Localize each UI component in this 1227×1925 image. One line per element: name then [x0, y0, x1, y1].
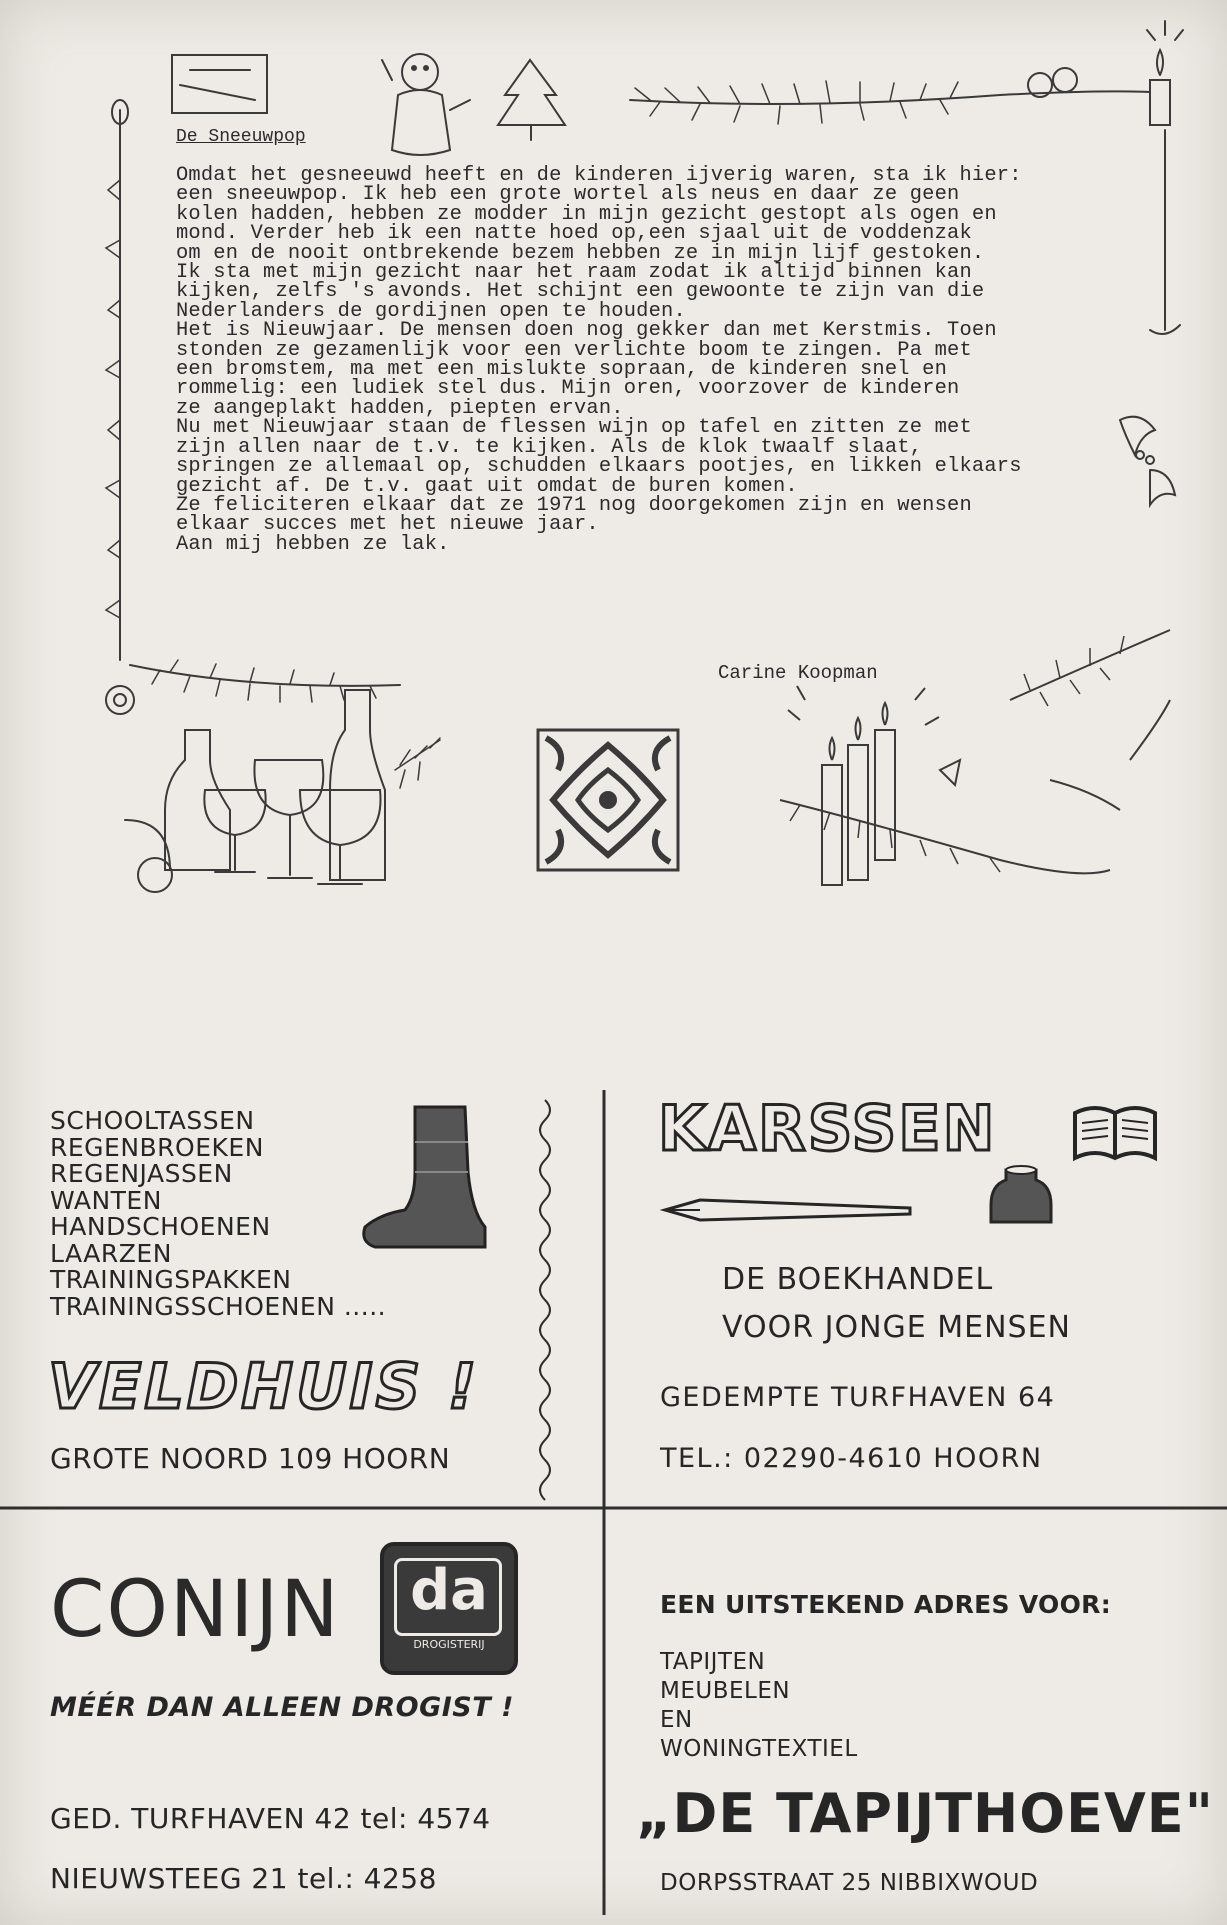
conijn-address-2: NIEUWSTEEG 21 tel.: 4258 — [50, 1862, 437, 1895]
list-item: EN — [660, 1707, 693, 1733]
list-item: HANDSCHOENEN — [50, 1212, 271, 1241]
list-item: WONINGTEXTIEL — [660, 1736, 858, 1762]
list-item: TRAININGSSCHOENEN ..... — [50, 1291, 387, 1321]
da-drogisterij-logo — [380, 1542, 518, 1675]
conijn-logo: CONIJN — [50, 1565, 341, 1655]
da-logo-text: da — [410, 1558, 488, 1623]
list-item: TAPIJTEN — [660, 1649, 766, 1675]
story-body: Omdat het gesneeuwd heeft en de kinderen ijverig waren, sta ik hier: een sneeuwpop. Ik heb een grote wortel als neus en daar ze geen kolen hadden, hebben ze modder in mijn gezicht gestopt als ogen en mond. Verder heb ik een natte hoed op,een sjaal uit de voddenzak om en de nooit ontbrekende bezem hebben ze in mijn lijf gestoken. Ik sta met mijn gezicht naar het raam zodat ik altijd binnen kan kijken, zelfs 's avonds. Het schijnt een gewoonte te zijn van die Nederlanders de gordijnen open te houden. Het is Nieuwjaar. De mensen doen nog gekker dan met Kerstmis. Toen stonden ze gezamenlijk voor een verlichte boom te zingen. Pa met een bromstem, ma met een mislukte sopraan, de kinderen snel en rommelig: een ludiek stel dus. Mijn oren, voorzover de kinderen ze aangeplakt hadden, piepten ervan. Nu met Nieuwjaar staan de flessen wijn op tafel en zitten ze met zijn allen naar de t.v. te kijken. Als de klok twaalf slaat, springen ze allemaal op, schudden elkaars pootjes, en likken elkaars gezicht af. De t.v. gaat uit omdat de buren komen. Ze feliciteren elkaar dat ze 1971 nog doorgekomen zijn en wensen elkaar succes met het nieuwe jaar. Aan mij hebben ze lak. — [176, 164, 1022, 556]
da-logo-subtext: DROGISTERIJ — [413, 1638, 485, 1651]
list-item: LAARZEN — [50, 1238, 172, 1268]
list-item: WANTEN — [50, 1185, 162, 1215]
list-item: SCHOOLTASSEN — [50, 1106, 255, 1135]
list-item: REGENBROEKEN — [50, 1132, 264, 1162]
story-title: De Sneeuwpop — [176, 127, 306, 147]
open-book-icon — [1070, 1098, 1160, 1168]
conijn-slogan: MÉÉR DAN ALLEEN DROGIST ! — [50, 1692, 514, 1723]
boot-icon — [360, 1102, 500, 1252]
taputhoeve-heading: EEN UITSTEKEND ADRES VOOR: — [660, 1590, 1112, 1619]
veldhuis-logo: VELDHUIS ! — [48, 1350, 480, 1423]
story-author: Carine Koopman — [718, 662, 878, 684]
karssen-address: GEDEMPTE TURFHAVEN 64 — [660, 1382, 1056, 1413]
list-item: REGENJASSEN — [50, 1159, 233, 1188]
karssen-phone: TEL.: 02290-4610 HOORN — [660, 1443, 1043, 1474]
taputhoeve-product-list — [660, 1648, 858, 1764]
veldhuis-product-list — [50, 1108, 386, 1320]
taputhoeve-address: DORPSSTRAAT 25 NIBBIXWOUD — [660, 1870, 1039, 1896]
karssen-logo: KARSSEN — [658, 1092, 997, 1165]
karssen-tagline-2: VOOR JONGE MENSEN — [722, 1310, 1071, 1345]
veldhuis-address: GROTE NOORD 109 HOORN — [50, 1442, 451, 1475]
list-item: MEUBELEN — [660, 1678, 791, 1704]
conijn-address-1: GED. TURFHAVEN 42 tel: 4574 — [50, 1802, 491, 1835]
taputhoeve-logo: „DE TAPIJTHOEVE" — [636, 1782, 1214, 1845]
inkwell-icon — [986, 1160, 1056, 1230]
list-item: TRAININGSPAKKEN — [50, 1265, 292, 1294]
karssen-tagline-1: DE BOEKHANDEL — [722, 1262, 994, 1297]
fountain-pen-icon — [660, 1190, 920, 1230]
